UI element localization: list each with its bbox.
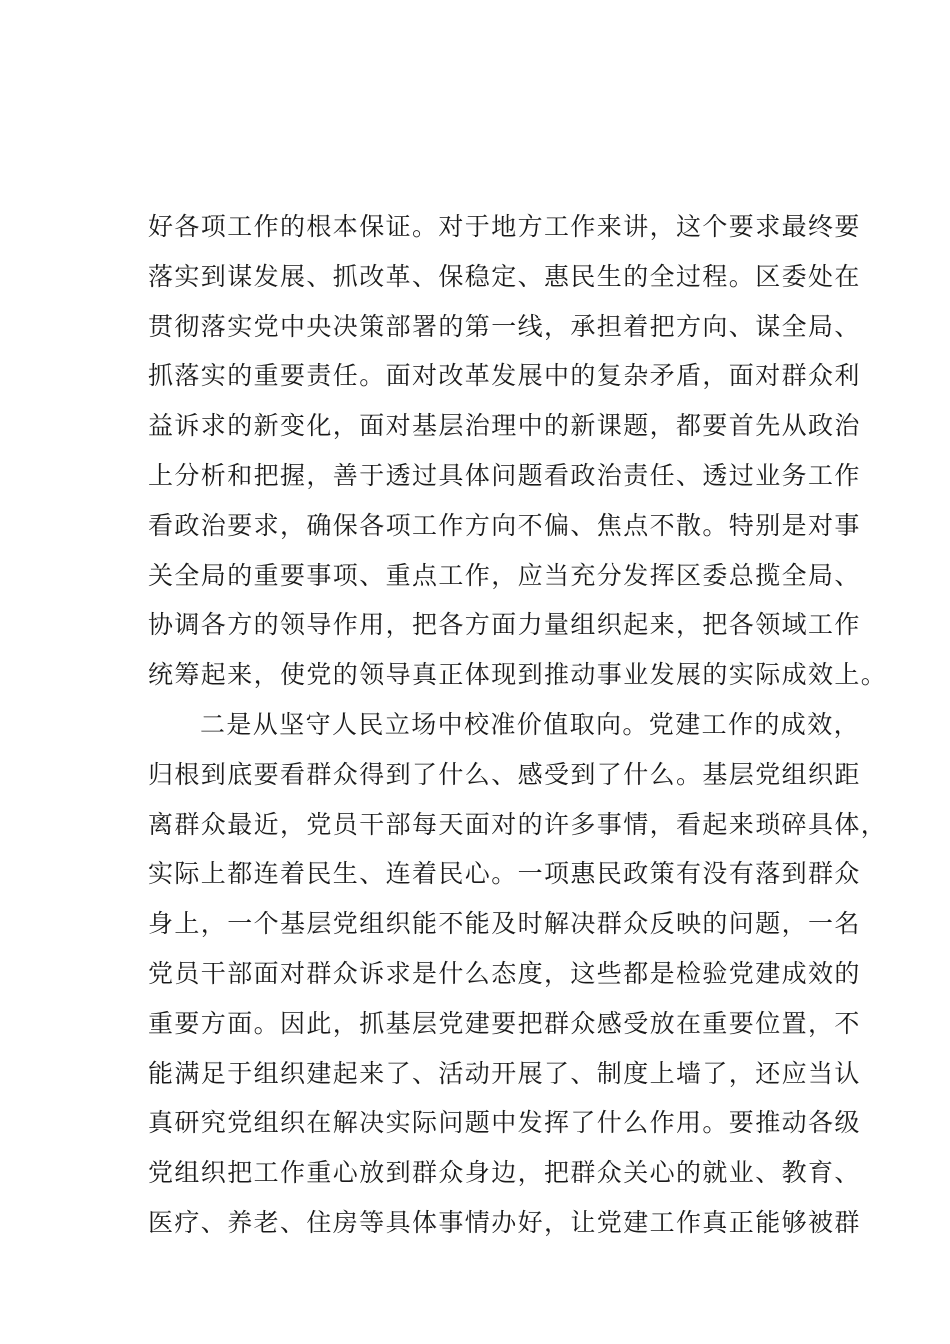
- text-line: 看政治要求，确保各项工作方向不偏、焦点不散。特别是对事: [148, 510, 861, 540]
- text-line: 益诉求的新变化，面对基层治理中的新课题，都要首先从政治: [148, 411, 861, 441]
- text-line: 实际上都连着民生、连着民心。一项惠民政策有没有落到群众: [148, 859, 861, 889]
- text-line: 党员干部面对群众诉求是什么态度，这些都是检验党建成效的: [148, 958, 861, 988]
- text-line: 离群众最近，党员干部每天面对的许多事情，看起来琐碎具体，: [148, 809, 888, 839]
- text-line: 归根到底要看群众得到了什么、感受到了什么。基层党组织距: [148, 759, 861, 789]
- text-line: 真研究党组织在解决实际问题中发挥了什么作用。要推动各级: [148, 1108, 861, 1138]
- text-line: 关全局的重要事项、重点工作，应当充分发挥区委总揽全局、: [148, 560, 861, 590]
- text-line: 协调各方的领导作用，把各方面力量组织起来，把各领域工作: [148, 610, 861, 640]
- text-line: 医疗、养老、住房等具体事情办好，让党建工作真正能够被群: [148, 1207, 861, 1237]
- text-line: 身上，一个基层党组织能不能及时解决群众反映的问题，一名: [148, 909, 861, 939]
- text-line: 重要方面。因此，抓基层党建要把群众感受放在重要位置，不: [148, 1008, 861, 1038]
- text-line: 贯彻落实党中央决策部署的第一线，承担着把方向、谋全局、: [148, 311, 861, 341]
- body-text: [148, 202, 888, 1248]
- text-line: 抓落实的重要责任。面对改革发展中的复杂矛盾，面对群众利: [148, 361, 861, 391]
- text-line: 能满足于组织建起来了、活动开展了、制度上墙了，还应当认: [148, 1058, 861, 1088]
- text-line: 上分析和把握，善于透过具体问题看政治责任、透过业务工作: [148, 460, 861, 490]
- text-line: 党组织把工作重心放到群众身边，把群众关心的就业、教育、: [148, 1158, 861, 1188]
- text-line: 落实到谋发展、抓改革、保稳定、惠民生的全过程。区委处在: [148, 261, 861, 291]
- text-line: 统筹起来，使党的领导真正体现到推动事业发展的实际成效上。: [148, 660, 888, 690]
- text-line: 好各项工作的根本保证。对于地方工作来讲，这个要求最终要: [148, 212, 861, 241]
- paragraph-start-line: 二是从坚守人民立场中校准价值取向。党建工作的成效，: [200, 709, 861, 739]
